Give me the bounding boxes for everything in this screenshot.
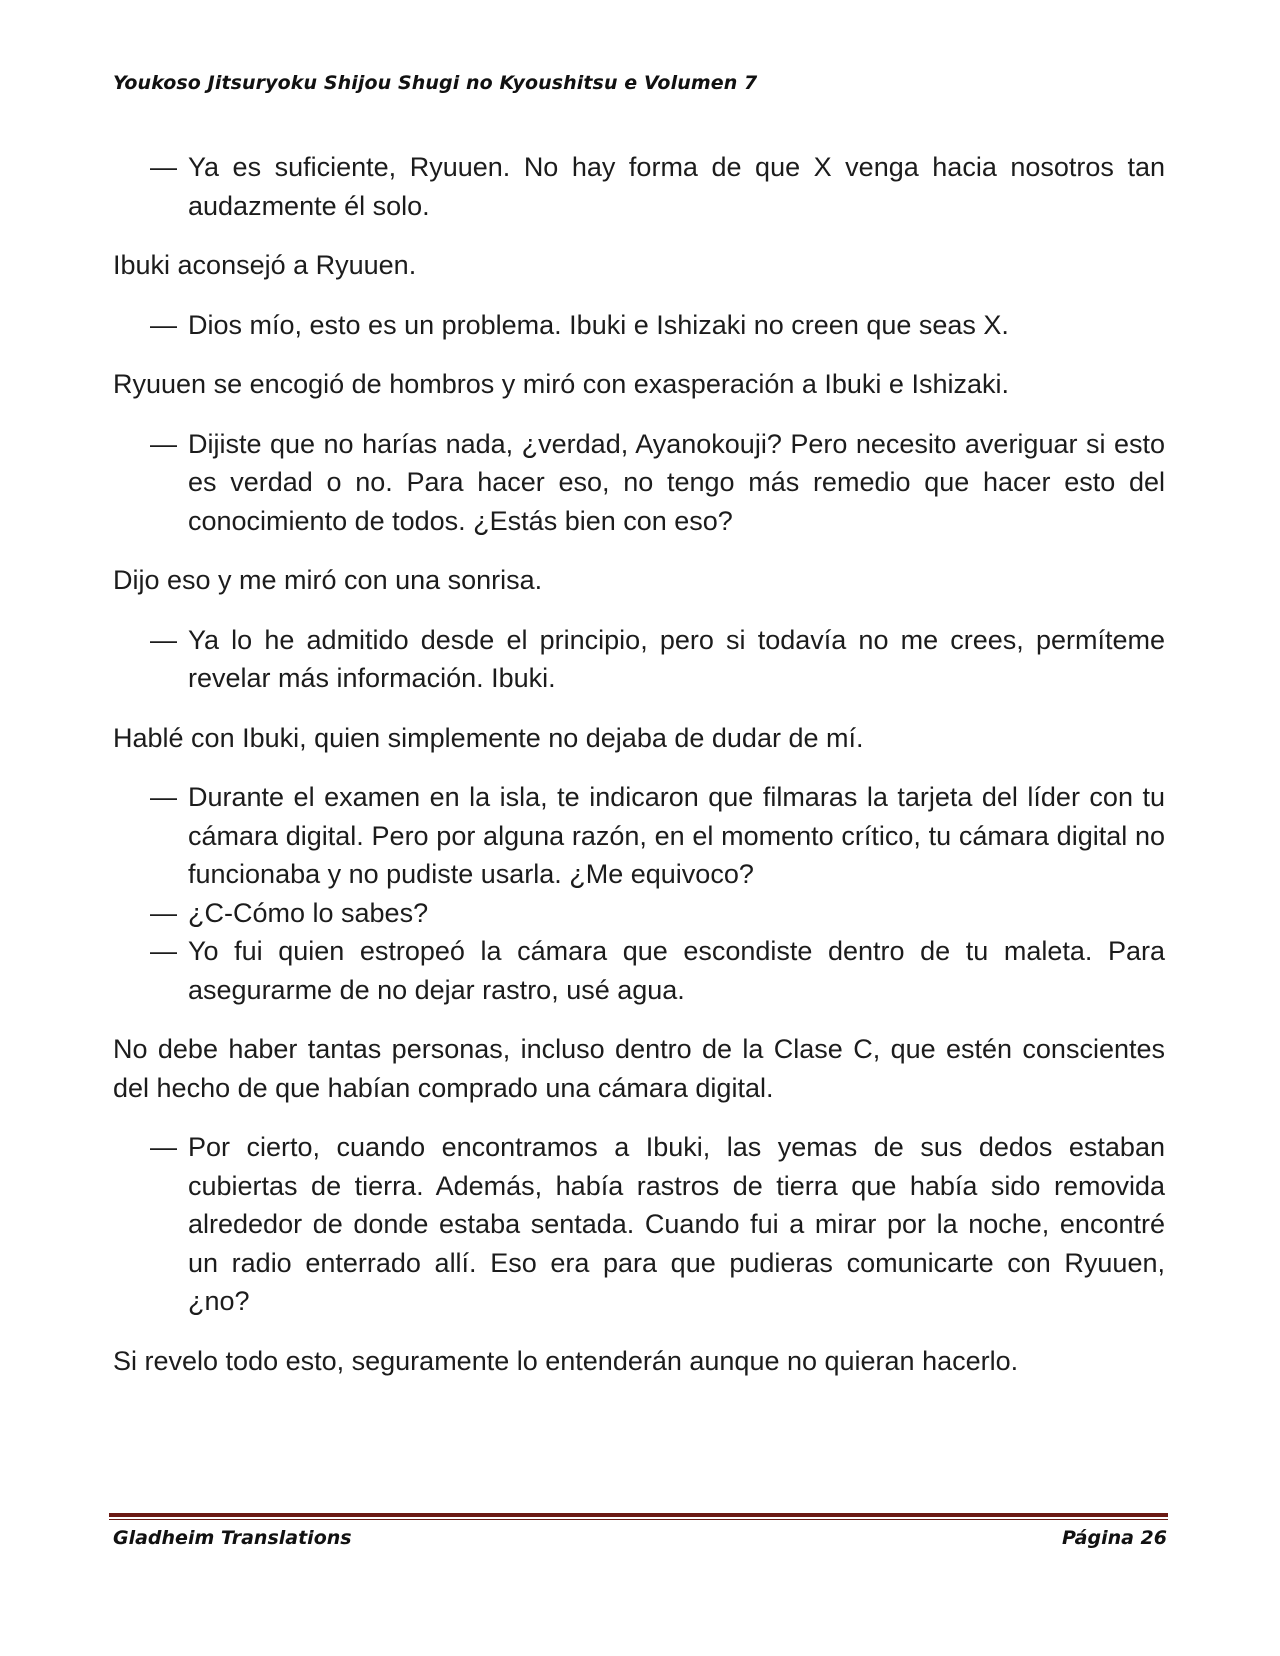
dialogue-block <box>113 778 1165 1009</box>
running-header: Youkoso Jitsuryoku Shijou Shugi no Kyoushitsu e Volumen 7 <box>113 72 758 94</box>
dialogue-text: Ya es suficiente, Ryuuen. No hay forma de que X venga hacia nosotros tan audazmente él solo. <box>188 152 1165 221</box>
narration-paragraph: Hablé con Ibuki, quien simplemente no dejaba de dudar de mí. <box>113 722 864 753</box>
dialogue-dash: — <box>150 1132 177 1162</box>
dialogue-text: Dijiste que no harías nada, ¿verdad, Ayanokouji? Pero necesito averiguar si esto es verdad o no. Para hacer eso, no tengo más remedio que hacer esto del conocimiento de todos. ¿Estás bien con eso? <box>188 428 1165 536</box>
dialogue-line <box>113 778 1165 894</box>
footer-divider <box>109 1513 1168 1520</box>
dialogue-block <box>113 425 1165 541</box>
dialogue-dash: — <box>150 624 177 655</box>
dialogue-dash: — <box>150 782 177 812</box>
footer-divider-thin <box>109 1519 1168 1520</box>
dialogue-text: Ya lo he admitido desde el principio, pero si todavía no me crees, permíteme revelar más información. Ibuki. <box>188 624 1165 693</box>
narration-paragraph: No debe haber tantas personas, incluso dentro de la Clase C, que estén conscientes del hecho de que habían comprado una cámara digital. <box>113 1034 1165 1103</box>
dialogue-dash: — <box>150 428 177 459</box>
narration-paragraph: Ryuuen se encogió de hombros y miró con exasperación a Ibuki e Ishizaki. <box>113 369 1009 399</box>
dialogue-line <box>113 425 1165 541</box>
page-body <box>113 148 1165 1401</box>
dialogue-line <box>113 1128 1165 1321</box>
footer-divider-thick <box>109 1513 1168 1517</box>
narration-paragraph: Dijo eso y me miró con una sonrisa. <box>113 565 543 595</box>
dialogue-dash: — <box>150 936 177 966</box>
narration-paragraph: Ibuki aconsejó a Ryuuen. <box>113 250 417 280</box>
page-number: Página 26 <box>1061 1527 1167 1549</box>
dialogue-dash: — <box>150 152 177 182</box>
dialogue-dash: — <box>150 309 177 340</box>
dialogue-text: Durante el examen en la isla, te indicaron que filmaras la tarjeta del líder con tu cámara digital. Pero por alguna razón, en el momento crítico, tu cámara digital no funcionaba y no pudiste usarla. ¿Me equivoco? <box>188 782 1165 889</box>
dialogue-block <box>113 148 1165 225</box>
dialogue-block <box>113 306 1165 345</box>
footer-credit: Gladheim Translations <box>113 1527 352 1549</box>
dialogue-dash: — <box>150 897 177 928</box>
dialogue-line <box>113 621 1165 698</box>
dialogue-line <box>113 894 1165 933</box>
dialogue-line <box>113 306 1165 345</box>
dialogue-block <box>113 1128 1165 1321</box>
dialogue-text: Dios mío, esto es un problema. Ibuki e Ishizaki no creen que seas X. <box>188 309 1009 340</box>
dialogue-block <box>113 621 1165 698</box>
dialogue-text: Yo fui quien estropeó la cámara que escondiste dentro de tu maleta. Para asegurarme de no dejar rastro, usé agua. <box>188 936 1165 1005</box>
dialogue-line <box>113 932 1165 1009</box>
dialogue-text: Por cierto, cuando encontramos a Ibuki, las yemas de sus dedos estaban cubiertas de tierra. Además, había rastros de tierra que había sido removida alrededor de donde estaba sentada. Cuando fui a mirar por la noche, encontré un radio enterrado allí. Eso era para que pudieras comunicarte con Ryuuen, ¿no? <box>188 1132 1165 1316</box>
narration-paragraph: Si revelo todo esto, seguramente lo entenderán aunque no quieran hacerlo. <box>113 1345 1019 1376</box>
dialogue-line <box>113 148 1165 225</box>
dialogue-text: ¿C-Cómo lo sabes? <box>188 897 429 928</box>
